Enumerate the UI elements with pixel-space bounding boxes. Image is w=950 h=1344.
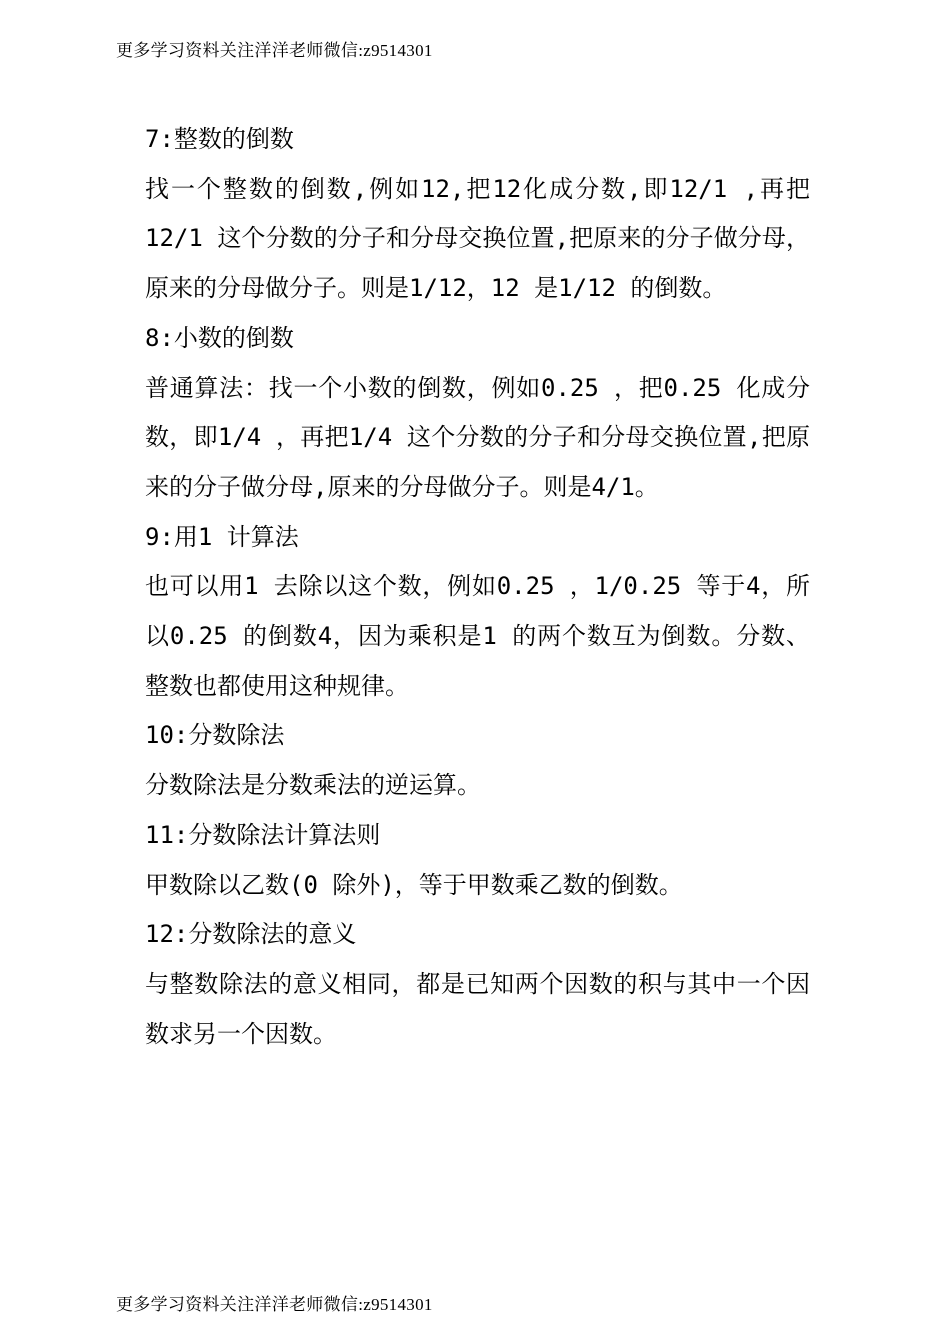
section-body: 找一个整数的倒数,例如12,把12化成分数,即12/1 ,再把12/1 这个分数的分子和分母交换位置,把原来的分子做分母，原来的分母做分子。则是1/12，12 是1/12 的倒数。 xyxy=(145,174,810,303)
section-title: 11:分数除法计算法则 xyxy=(145,820,381,849)
section-title: 12:分数除法的意义 xyxy=(145,920,357,949)
section-body: 与整数除法的意义相同，都是已知两个因数的积与其中一个因数求另一个因数。 xyxy=(145,969,810,1048)
page-footer-watermark: 更多学习资料关注洋洋老师微信:z9514301 xyxy=(116,1295,433,1314)
document-body xyxy=(145,115,810,1059)
section-title: 9:用1 计算法 xyxy=(145,522,299,551)
section-body: 普通算法：找一个小数的倒数，例如0.25 ，把0.25 化成分数，即1/4 ，再把1/4 这个分数的分子和分母交换位置,把原来的分子做分母,原来的分母做分子。则是4/1。 xyxy=(145,373,810,501)
section-body: 甲数除以乙数(0 除外)，等于甲数乘乙数的倒数。 xyxy=(145,870,683,899)
section-body: 分数除法是分数乘法的逆运算。 xyxy=(145,771,481,800)
section-title: 8:小数的倒数 xyxy=(145,323,294,352)
section-body: 也可以用1 去除以这个数，例如0.25 ，1/0.25 等于4，所以0.25 的倒数4，因为乘积是1 的两个数互为倒数。分数、整数也都使用这种规律。 xyxy=(145,572,810,700)
section-title: 7:整数的倒数 xyxy=(145,125,294,153)
page-header-watermark: 更多学习资料关注洋洋老师微信:z9514301 xyxy=(116,41,433,60)
section-title: 10:分数除法 xyxy=(145,721,285,750)
